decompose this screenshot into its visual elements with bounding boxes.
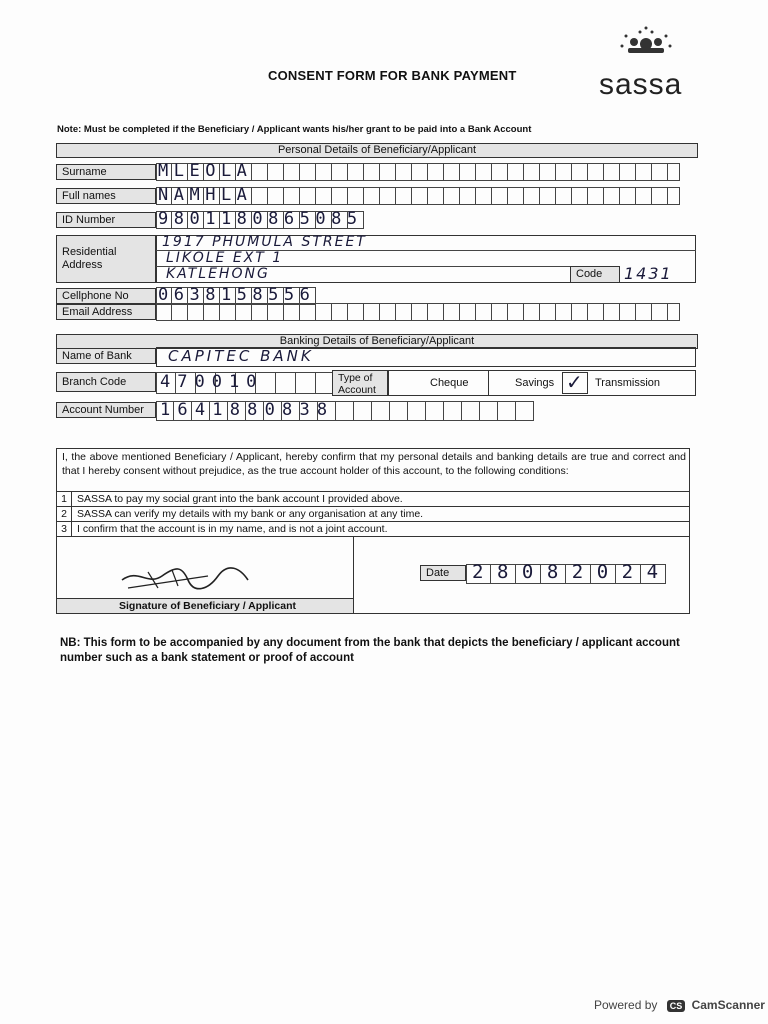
savings-checkmark: ✓ <box>566 372 583 394</box>
date-label: Date <box>420 565 466 581</box>
camscanner-brand: CamScanner <box>691 998 765 1012</box>
cellphone-label: Cellphone No <box>56 288 156 304</box>
sassa-logo-icon <box>616 24 676 66</box>
cellphone-value[interactable]: 0638158556 <box>158 285 316 305</box>
id-number-value[interactable]: 9801180865085 <box>158 209 363 229</box>
note-text: Note: Must be completed if the Beneficiary / Applicant wants his/her grant to be paid into a Bank Account <box>57 124 532 135</box>
date-value[interactable]: 28082024 <box>472 561 672 583</box>
powered-by-text: Powered by <box>594 998 658 1012</box>
condition-number: 1 <box>57 492 72 506</box>
branch-code-value[interactable]: 470010 <box>160 372 264 392</box>
condition-text: SASSA can verify my details with my bank or any organisation at any time. <box>77 508 424 520</box>
condition-text: SASSA to pay my social grant into the bank account I provided above. <box>77 493 403 505</box>
sassa-logo-text: sassa <box>599 68 683 101</box>
address-line3[interactable]: KATLEHONG <box>166 266 270 282</box>
cheque-divider <box>488 370 489 396</box>
bank-name-value[interactable]: CAPITEC BANK <box>168 347 314 365</box>
condition-1 <box>57 491 690 506</box>
address-line2[interactable]: LIKOLE EXT 1 <box>166 250 284 266</box>
surname-value[interactable]: MLEOLA <box>158 161 253 181</box>
address-label-line1: Residential <box>62 246 117 258</box>
address-label <box>56 235 156 283</box>
account-type-label-line1: Type of <box>338 372 373 384</box>
banking-details-header: Banking Details of Beneficiary/Applicant <box>56 334 698 349</box>
personal-details-header: Personal Details of Beneficiary/Applicant <box>56 143 698 158</box>
condition-text: I confirm that the account is in my name, and is not a joint account. <box>77 523 388 535</box>
condition-number: 2 <box>57 507 72 521</box>
code-label: Code <box>570 266 620 283</box>
form-title: CONSENT FORM FOR BANK PAYMENT <box>268 68 517 83</box>
code-value[interactable]: 1431 <box>624 264 673 283</box>
signature-label: Signature of Beneficiary / Applicant <box>57 598 353 613</box>
condition-2 <box>57 506 690 521</box>
condition-number: 3 <box>57 522 72 536</box>
id-number-label: ID Number <box>56 212 156 228</box>
cheque-label: Cheque <box>430 377 469 389</box>
address-label-line2: Address <box>62 259 103 271</box>
bank-name-label: Name of Bank <box>56 348 156 364</box>
savings-label: Savings <box>515 377 555 389</box>
nb-note: NB: This form to be accompanied by any document from the bank that depicts the beneficiary / applicant account number such as a bank statement or proof of account <box>60 637 680 664</box>
surname-label: Surname <box>56 164 156 180</box>
email-grid[interactable] <box>156 303 680 321</box>
camscanner-icon: CS <box>667 1000 686 1012</box>
fullnames-value[interactable]: NAMHLA <box>158 185 253 205</box>
account-type-label-line2: Account <box>338 384 376 396</box>
email-label: Email Address <box>56 304 156 320</box>
camscanner-footer <box>594 998 765 1012</box>
account-type-label <box>332 370 388 396</box>
condition-3 <box>57 521 690 537</box>
fullnames-label: Full names <box>56 188 156 204</box>
signature-image[interactable] <box>118 562 253 594</box>
transmission-label: Transmission <box>595 377 660 389</box>
account-number-label: Account Number <box>56 402 156 418</box>
account-number-value[interactable]: 1641880838 <box>160 400 335 420</box>
address-line1[interactable]: 1917 PHUMULA STREET <box>162 234 367 250</box>
branch-code-label: Branch Code <box>56 372 156 392</box>
consent-intro: I, the above mentioned Beneficiary / Applicant, hereby confirm that my personal details and banking details are true and correct and that I hereby consent without prejudice, as the true account holder of this account, to the following conditions: <box>62 451 686 477</box>
signature-divider <box>353 537 354 614</box>
